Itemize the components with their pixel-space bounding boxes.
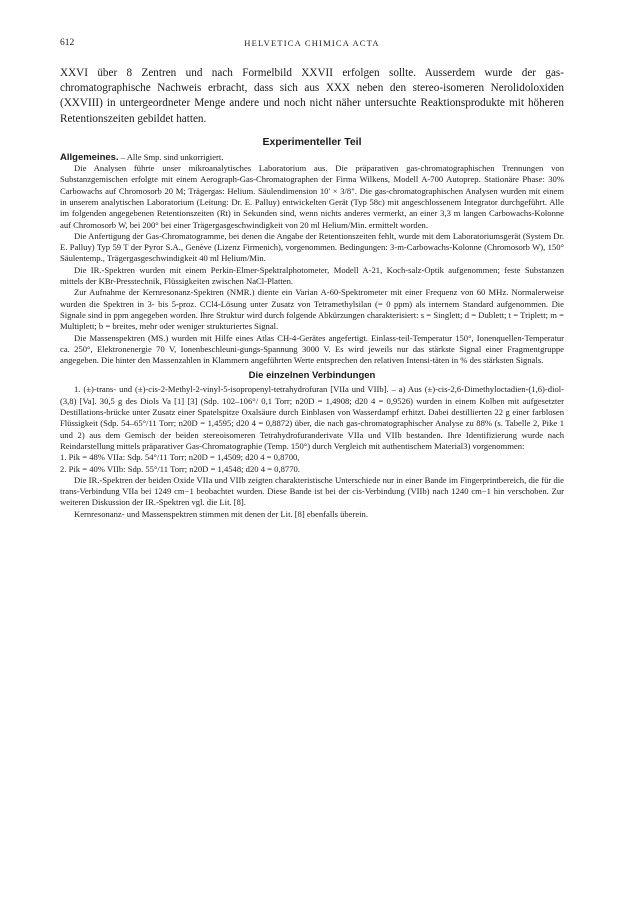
compounds-body — [60, 384, 564, 520]
experimental-body — [60, 152, 564, 367]
nmr-paragraph: Kernresonanz- und Massenspektren stimmen mit denen der Lit. [8] ebenfalls überein. — [74, 508, 369, 519]
methods-paragraph-5: Die Massenspektren (MS.) wurden mit Hilfe eines Atlas CH-4-Gerätes angefertigt. Einlass-teil-Temperatur 150°, Ionenquellen-Temperatur ca. 250°, Elektronenergie 70 V, Ionenbeschleuni-gungs-Spannung 3000 V. Es wird jeweils nur das stärkste Signal einer Fragmentgruppe angegeben. Die hinter den Massenzahlen in Klammern angeführten Werte entsprechen den relativen Intensi-täten in % des stärksten Signals. — [60, 332, 564, 366]
general-paragraph — [60, 152, 564, 163]
data-line-2: 2. Pik = 40% VIIb: Sdp. 55°/11 Torr; n20D = 1,4548; d20 4 = 0,8770. — [60, 463, 300, 474]
intro-text: XXVI über 8 Zentren und nach Formelbild XXVII erfolgen sollte. Ausserdem wurde der gas-chromatographische Nachweis erbracht, dass sich aus XXX neben den stereo-isomeren Nerolidoloxiden (XXVIII) in untergeordneter Menge andere und noch nicht näher untersuchte Reaktionsprodukte mit höheren Retentionszeiten gebildet hatten. — [60, 67, 564, 125]
methods-paragraph-4: Zur Aufnahme der Kernresonanz-Spektren (NMR.) diente ein Varian A-60-Spektrometer mit einer Frequenz von 60 MHz. Normalerweise wurden die Spektren in 3- bis 5-proz. CCl4-Lösung unter Zusatz von Tetramethylsilan (= 0 ppm) als internem Standard aufgenommen. Die Signale sind in ppm angegeben worden. Ihre Struktur wird durch folgende Abkürzungen charakterisiert: s = Singlett; d = Dublett; t = Triplett; m = Multiplett; b = breites, mehr oder weniger strukturiertes Signal. — [60, 287, 564, 332]
journal-name: HELVETICA CHIMICA ACTA — [244, 38, 380, 48]
general-text: – Alle Smp. sind unkorrigiert. — [118, 151, 224, 162]
methods-paragraph-2: Die Anfertigung der Gas-Chromatogramme, bei denen die Angabe der Retentionszeiten fehlt, wurde mit dem Laboratoriumsgerät (System Dr. E. Palluy) Typ 59 T der Pyror S.A., Genève (Lizenz Firmenich), vorgenommen. Bedingungen: 3-m-Carbowachs-Kolonne (Chromosorb W), 150° Säulentemp., Trägergasgeschwindigkeit 40 ml Helium/Min. — [60, 230, 564, 264]
data-line-1: 1. Pik = 48% VIIa: Sdp. 54°/11 Torr; n20D = 1,4509; d20 4 = 0,8700, — [60, 452, 300, 463]
running-head — [60, 38, 564, 52]
compound-entry: 1. (±)-trans- und (±)-cis-2-Methyl-2-vinyl-5-isopropenyl-tetrahydrofuran [VIIa und VIIb]. – a) Aus (±)-cis-2,6-Dimethyloctadien-(1,6)-diol-(3,8) [Va]. 30,5 g des Diols Va [1] [3] (Sdp. 102–106°/ 0,1 Torr; n20D = 1,4908; d20 4 = 0,9526) wurden in einem Kolben mit aufgesetzter Destillations-brücke unter Zusatz einer Spatelspitze Oxalsäure durch Einblasen von Wasserdampf erhitzt. Dabei destillierten 22 g einer farblosen Flüssigkeit (Sdp. 54–65°/11 Torr; n20D = 1,4595; d20 4 = 0,8872) über, die nach gas-chromatographischer Analyse zu 88% (s. Tabelle 2, Pike 1 und 2) aus dem Gemisch der beiden stereoisomeren Tetrahydrofuranderivate VIIa und VIIb bestanden. Ihre Identifizierung wurde nach Reindarstellung mittels präparativer Gas-Chromatographie (Temp. 150°) durch Vergleich mit authentischem Material3) vorgenommen: — [60, 384, 564, 451]
paper-page — [60, 38, 564, 520]
section-title-experimental: Experimenteller Teil — [262, 135, 362, 148]
intro-paragraph — [60, 66, 564, 127]
subsection-title-compounds: Die einzelnen Verbindungen — [248, 370, 376, 382]
ir-paragraph: Die IR.-Spektren der beiden Oxide VIIa und VIIb zeigten charakteristische Unterschiede nur in einer Bande im Fingerprintbereich, die für die trans-Verbindung VIIa bei 1249 cm−1 beobachtet wurden. Diese Bande ist bei der cis-Verbindung (VIIb) nach 1240 cm−1 hin verschoben. Zur weiteren Diskussion der IR.-Spektren vgl. die Lit. [8]. — [60, 474, 564, 508]
general-label: Allgemeines. — [60, 151, 119, 163]
methods-paragraph-3: Die IR.-Spektren wurden mit einem Perkin-Elmer-Spektralphotometer, Modell A-21, Koch-salz-Optik aufgenommen; feste Substanzen mittels der KBr-Presstechnik, Flüssigkeiten zwischen NaCl-Platten. — [60, 264, 564, 287]
page-number: 612 — [60, 38, 75, 48]
methods-paragraph-1: Die Analysen führte unser mikroanalytisches Laboratorium aus. Die präparativen gas-chromatographischen Trennungen von Substanzgemischen erfolgte mit einem Aerograph-Gas-Chromatographen der Firma Wilkens, Modell A-700 Autoprep. Stationäre Phase: 30% Carbowachs auf Chromosorb 20 M; Trägergas: Helium. Säulendimension 10' × 3/8". Die gas-chromatographischen Analysen wurden mit einem in unserem analytischen Laboratorium (Leitung: Dr. E. Palluy) entwickelten Gerät (Typ 58c) mit angeschlossenem Integrator durchgeführt. Alle im folgenden angegebenen Retentionszeiten (Rt) in Sekunden sind, wenn nichts anderes vermerkt, an einer 3,3 m langen Carbowachs-Kolonne auf Chromosorb W, bei 200° bei einer Trägergasgeschwindigkeit von 20 ml Helium/Min. ermittelt worden. — [60, 163, 564, 230]
